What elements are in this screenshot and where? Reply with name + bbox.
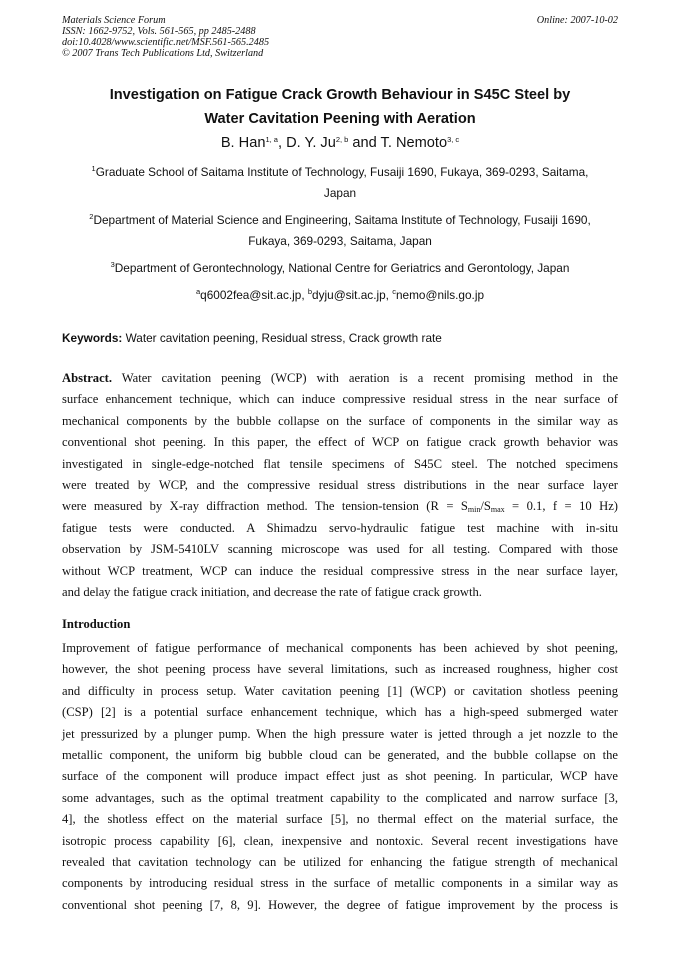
intro-line-8: some advantages, such as the optimal treatment capability to the complicated and narrow surface [3,	[62, 790, 618, 805]
email-1: q6002fea@sit.ac.jp,	[200, 288, 308, 302]
author-2: , D. Y. Ju	[277, 135, 336, 151]
abstract-line-5: investigated in single-edge-notched flat tensile specimens of S45C steel. The notched specimens	[62, 456, 618, 471]
author-list	[62, 133, 618, 153]
keywords-text: Water cavitation peening, Residual stress, Crack growth rate	[122, 331, 442, 345]
author-1: B. Han	[220, 135, 266, 151]
intro-line-3: and difficulty in process setup. Water cavitation peening [1] (WCP) or cavitation shotless peening	[62, 683, 618, 698]
abstract-line-9: observation by JSM-5410LV scanning microscope was used for all testing. Compared with those	[62, 542, 618, 557]
intro-line-10: isotropic process capability [6], clean, inexpensive and nontoxic. Several recent investigations have	[62, 833, 618, 848]
abstract-line-1	[62, 368, 618, 389]
abstract-line-7-end: = 0.1, f = 10 Hz)	[504, 499, 618, 514]
affiliation-2-line-2: Fukaya, 369-0293, Saitama, Japan	[248, 234, 432, 248]
author-2-affiliation-mark: 2, b	[335, 135, 349, 144]
intro-line-1: Improvement of fatigue performance of mechanical components has been achieved by shot peening,	[62, 641, 618, 655]
email-2: dyju@sit.ac.jp,	[312, 288, 393, 302]
online-date: Online: 2007-10-02	[536, 15, 618, 26]
abstract-line-8: fatigue tests were conducted. A Shimadzu servo-hydraulic fatigue test machine with in-situ	[62, 520, 618, 535]
author-emails	[62, 285, 618, 306]
journal-header	[62, 15, 618, 59]
affiliation-1-line-2: Japan	[323, 186, 357, 200]
introduction-heading: Introduction	[62, 617, 131, 631]
introduction-body	[62, 638, 618, 916]
affiliation-2	[62, 210, 618, 252]
author-3: and T. Nemoto	[348, 135, 448, 151]
abstract-line-10: without WCP treatment, WCP can induce the residual compressive stress in the near surface layer,	[62, 563, 618, 578]
affiliation-1-number: 1	[91, 164, 96, 173]
abstract-line-4: conventional shot peening. In this paper, the effect of WCP on fatigue crack growth behavior was	[62, 435, 618, 450]
abstract-line-11: and delay the fatigue crack initiation, and decrease the rate of fatigue crack growth.	[62, 585, 482, 600]
affiliation-3	[62, 258, 618, 279]
email-3: nemo@nils.go.jp	[395, 288, 485, 302]
abstract-label: Abstract.	[62, 371, 113, 385]
issn-line: ISSN: 1662-9752, Vols. 561-565, pp 2485-2488	[62, 26, 256, 37]
intro-line-5: jet pressurized by a plunger pump. When the high pressure water is jetted through a jet nozzle to the	[62, 726, 618, 741]
intro-line-2: however, the shot peening process have several limitations, such as increased roughness, higher cost	[62, 662, 618, 677]
paper-title	[62, 83, 618, 131]
keywords	[62, 328, 618, 348]
title-line-2: Water Cavitation Peening with Aeration	[204, 111, 476, 127]
author-3-affiliation-mark: 3, c	[447, 135, 460, 144]
intro-line-7: surface of the component will produce impact effect just as shot peening. In particular, WCP have	[62, 769, 618, 784]
intro-line-13: conventional shot peening [7, 8, 9]. However, the degree of fatigue improvement by the process is	[62, 897, 618, 912]
affiliation-2-number: 2	[89, 212, 94, 221]
intro-line-9: 4], the shotless effect on the material surface [5], no thermal effect on the material surface, the	[62, 812, 618, 827]
abstract-line-2: surface enhancement technique, which can induce compressive residual stress in the near surface of	[62, 392, 618, 407]
abstract-line-6: were treated by WCP, and the compressive residual stress distributions in the near surface layer	[62, 478, 618, 493]
intro-line-11: revealed that cavitation technology can be utilized for enhancing the fatigue strength of mechanical	[62, 855, 618, 870]
subscript-max: max	[490, 505, 505, 515]
affiliation-1-line-1: Graduate School of Saitama Institute of Technology, Fusaiji 1690, Fukaya, 369-0293, Saitama,	[95, 165, 589, 179]
abstract-line-3: mechanical components by the bubble collapse on the surface of components in the similar way as	[62, 413, 618, 428]
email-mark-c: c	[392, 287, 396, 296]
abstract	[62, 368, 618, 603]
affiliation-1	[62, 162, 618, 204]
title-line-1: Investigation on Fatigue Crack Growth Behaviour in S45C Steel by	[109, 87, 571, 103]
abstract-line-7-text: were measured by X-ray diffraction method. The tension-tension (R = S	[62, 499, 468, 514]
abstract-line-1-text: Water cavitation peening (WCP) with aeration is a recent promising method in the	[112, 371, 618, 385]
abstract-line-7-mid: /S	[480, 499, 491, 514]
intro-line-4: (CSP) [2] is a potential surface enhancement technique, which has a high-speed submerged water	[62, 705, 618, 720]
email-mark-a: a	[195, 287, 201, 296]
journal-name: Materials Science Forum	[62, 15, 166, 26]
doi-line: doi:10.4028/www.scientific.net/MSF.561-565.2485	[62, 37, 270, 48]
affiliation-2-line-1: Department of Material Science and Engineering, Saitama Institute of Technology, Fusaiji 1690,	[93, 213, 591, 227]
author-1-affiliation-mark: 1, a	[265, 135, 278, 144]
affiliation-3-line-1: Department of Gerontechnology, National Centre for Geriatrics and Gerontology, Japan	[114, 261, 570, 275]
abstract-line-7	[62, 496, 618, 517]
intro-line-6: metallic component, the uniform big bubble cloud can be generated, and the bubble collapse on the	[62, 748, 618, 763]
keywords-label: Keywords:	[62, 331, 123, 345]
subscript-min: min	[467, 505, 481, 515]
affiliation-3-number: 3	[110, 260, 115, 269]
email-mark-b: b	[307, 287, 313, 296]
intro-line-12: components by introducing residual stress in the surface of metallic components in a similar way as	[62, 876, 618, 891]
copyright-line: © 2007 Trans Tech Publications Ltd, Switzerland	[62, 48, 264, 59]
